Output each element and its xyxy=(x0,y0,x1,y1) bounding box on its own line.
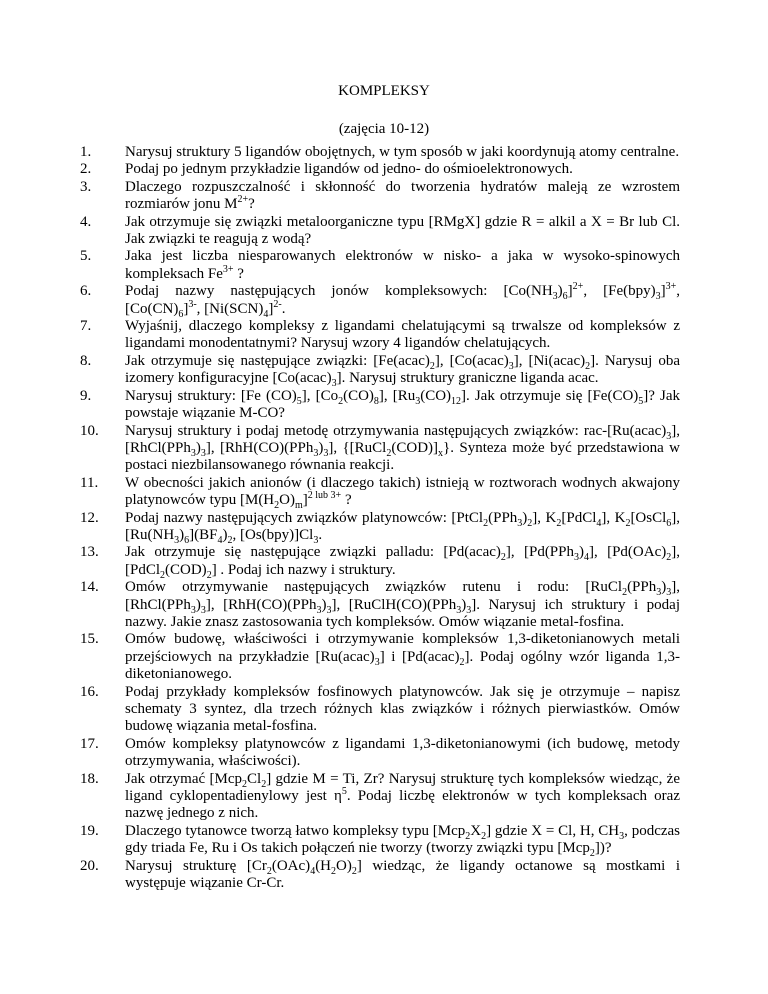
task-number: 14. xyxy=(80,579,99,596)
task-number: 6. xyxy=(80,283,92,300)
task-number: 15. xyxy=(80,631,99,648)
task-item xyxy=(80,475,680,510)
task-text: Podaj nazwy następujących jonów kompleksowych: $[Co(NH_3)_6]^{2+}$, $[Fe(bpy)_3]^{3+}$, $[Co(CN)_6]^{3-}$, $[Ni(SCN)_4]^{2-}$. xyxy=(125,281,680,320)
task-item xyxy=(80,544,680,579)
task-number: 18. xyxy=(80,770,99,787)
task-text: Jak otrzymuje się związki metaloorganiczne typu [RMgX] gdzie R = alkil a X = Br lub Cl. Jak związki te reagują z wodą? xyxy=(125,213,680,248)
task-item xyxy=(80,161,680,178)
task-number: 12. xyxy=(80,509,99,526)
task-list xyxy=(80,144,680,892)
task-number: 8. xyxy=(80,352,92,369)
task-text: Podaj przykłady kompleksów fosfinowych platynowców. Jak się je otrzymuje – napisz schematy 3 syntez, dla trzech różnych klas związków i różnych pierwiastków. Omów budowę wiązania metal-fosfina. xyxy=(125,683,680,735)
task-item xyxy=(80,736,680,771)
task-number: 19. xyxy=(80,822,99,839)
task-text: Narysuj struktury: [Fe $(CO)_5$], $[Co_2(CO)_8]$, $[Ru_3(CO)_{12}]$. Jak otrzymuje się $[Fe(CO)_5]$? Jak powstaje wiązanie M-CO? xyxy=(125,387,680,422)
task-number: 10. xyxy=(80,422,99,439)
task-number: 9. xyxy=(80,387,92,404)
task-text: Wyjaśnij, dlaczego kompleksy z ligandami chelatującymi są trwalsze od kompleksów z ligandami monodentatnymi? Narysuj wzory 4 ligandów chelatujących. xyxy=(125,318,680,352)
task-text: Podaj po jednym przykładzie ligandów od jedno- do ośmioelektronowych. xyxy=(125,161,573,178)
task-item xyxy=(80,283,680,318)
task-text: Omów otrzymywanie następujących związków rutenu i rodu: $[RuCl_2(PPh_3)_3]$, $[RhCl(PPh_3)_3]$, $[RhH(CO)(PPh_3)_3]$, $[RuClH(CO)(PPh_3)_3]$. Narysuj ich struktury i podaj nazwy. Jakie znasz zastosowania tych kompleksów. Omów wiązanie metal-fosfina. xyxy=(125,579,681,630)
task-text: Omów kompleksy platynowców z ligandami 1,3-diketonianowymi (ich budowę, metody otrzymywania, właściwości). xyxy=(125,735,680,770)
task-item xyxy=(80,144,680,161)
task-number: 20. xyxy=(80,857,99,874)
task-number: 13. xyxy=(80,544,99,561)
task-item xyxy=(80,423,680,475)
task-number: 5. xyxy=(80,248,92,265)
task-number: 11. xyxy=(80,474,99,491)
task-number: 2. xyxy=(80,161,92,178)
task-number: 4. xyxy=(80,213,92,230)
task-text: Dlaczego tytanowce tworzą łatwo kompleksy typu $[Mcp_2X_2]$ gdzie X = Cl, H, $CH_3$, podczas gdy triada Fe, Ru i Os takich połączeń nie tworzy (tworzy związki typu [Mcp$_2$])? xyxy=(125,822,680,860)
task-number: 3. xyxy=(80,178,92,195)
task-text: W obecności jakich anionów (i dlaczego takich) istnieją w roztworach wodnych akwajony platynowców typu $[M(H_2O)_m]^{2 lub 3+}$ ? xyxy=(125,474,680,512)
task-text: Dlaczego rozpuszczalność i skłonność do tworzenia hydratów maleją ze wzrostem rozmiarów jonu $M^{2+}$? xyxy=(125,178,680,213)
task-item xyxy=(80,318,680,353)
task-item xyxy=(80,823,680,858)
task-item xyxy=(80,684,680,736)
task-text: Narysuj strukturę $[Cr_2(OAc)_4(H_2O)_2]$ wiedząc, że ligandy octanowe są mostkami i występuje wiązanie Cr-Cr. xyxy=(125,857,680,892)
task-item xyxy=(80,510,680,545)
task-number: 17. xyxy=(80,735,99,752)
task-item xyxy=(80,771,680,823)
task-text: Narysuj struktury 5 ligandów obojętnych, w tym sposób w jaki koordynują atomy centralne. xyxy=(125,144,680,160)
task-text: Podaj nazwy następujących związków platynowców: $[PtCl_2(PPh_3)_2]$, $K_2[PdCl_4]$, $K_2[OsCl_6]$, $[Ru(NH_3)_6](BF_4)_2$, $[Os(bpy)]Cl_3$. xyxy=(125,509,681,546)
task-number: 7. xyxy=(80,318,92,335)
task-text: Jaka jest liczba niesparowanych elektronów w nisko- a jaka w wysoko-spinowych kompleksach $Fe^{3+}$ ? xyxy=(125,248,680,282)
task-item xyxy=(80,631,680,683)
task-text: Narysuj struktury i podaj metodę otrzymywania następujących związków: rac-$[Ru(acac)_3]$, $[RhCl(PPh_3)_3]$, $[RhH(CO)(PPh_3)_3]$, $\{[RuCl_2(COD)]_x\}$. Synteza może być przedstawiona w postaci niezbilansowanego równania reakcji. xyxy=(125,422,680,474)
task-number: 16. xyxy=(80,683,99,700)
task-item xyxy=(80,858,680,893)
document-subtitle: (zajęcia 10-12) xyxy=(338,121,430,137)
task-item xyxy=(80,579,680,631)
task-item xyxy=(80,214,680,249)
task-text: Jak otrzymuje się następujące związki: $[Fe(acac)_2]$, $[Co(acac)_3]$, $[Ni(acac)_2]$. Narysuj oba izomery konfiguracyjne $[Co(acac)_3]$. Narysuj struktury graniczne liganda acac. xyxy=(125,352,680,390)
task-item xyxy=(80,248,680,283)
task-item xyxy=(80,388,680,423)
task-item xyxy=(80,353,680,388)
task-text: Omów budowę, właściwości i otrzymywanie kompleksów 1,3-diketonianowych metali przejściowych na przykładzie $[Ru(acac)_3]$ i $[Pd(acac)_2]$. Podaj ogólny wzór liganda 1,3-diketonianowego. xyxy=(125,631,680,683)
task-item xyxy=(80,179,680,214)
task-text: Jak otrzymać $[Mcp_2Cl_2]$ gdzie M = Ti, Zr? Narysuj strukturę tych kompleksów wiedząc, że ligand cyklopentadienylowy jest $\eta^5$. Podaj liczbę elektronów w tych kompleksach oraz nazwę jednego z nich. xyxy=(125,770,680,822)
document-title: KOMPLEKSY xyxy=(338,83,430,99)
task-text: Jak otrzymuje się następujące związki palladu: $[Pd(acac)_2]$, $[Pd(PPh_3)_4]$, $[Pd(OAc)_2]$, $[PdCl_2(COD)_2]$ . Podaj ich nazwy i struktury. xyxy=(125,544,680,581)
task-number: 1. xyxy=(80,144,92,160)
